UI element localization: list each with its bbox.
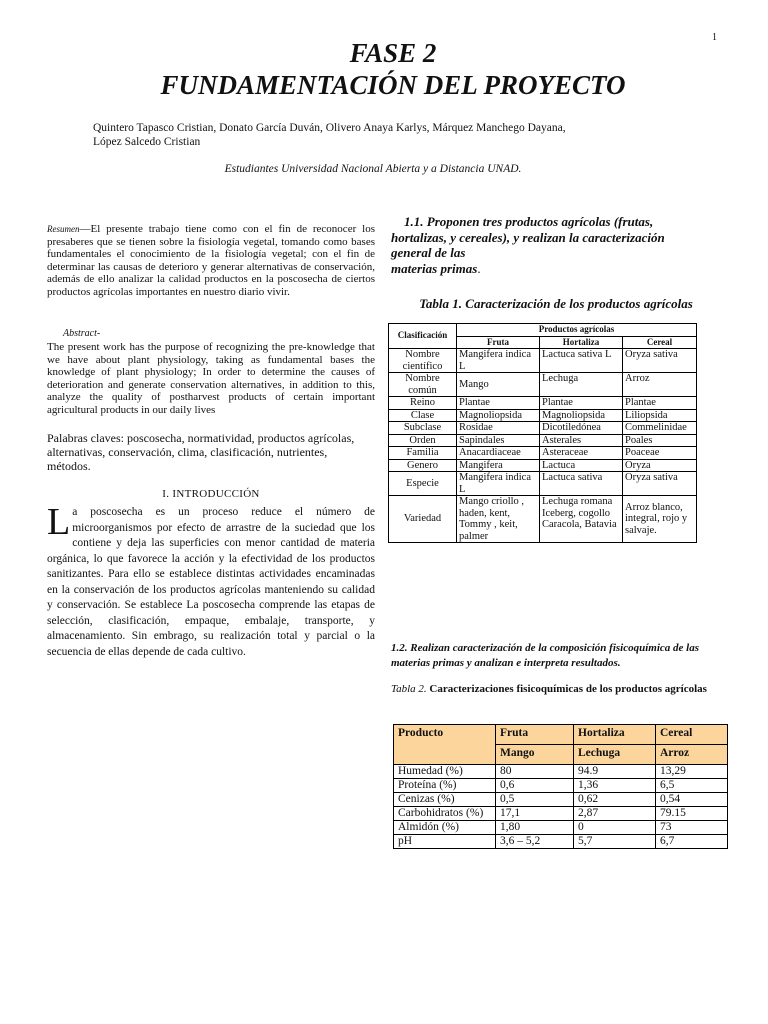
page-number: 1 [712,32,717,43]
title-phase: FASE 2 [349,38,437,68]
table1-cell: Familia [389,447,457,460]
table1-cell: Especie [389,472,457,496]
heading-1-1-line-1: 1.1. Proponen tres productos agrícolas (frutas, [404,214,654,229]
table2-cell: 6,7 [656,835,728,849]
table2-cell: 0,62 [574,793,656,807]
table1-row [389,459,697,472]
table1-cell: Asterales [540,434,623,447]
resumen-text: —El presente trabajo tiene como con el fin de reconocer los presaberes que se tienen sobre la fisiología vegetal, tomando como bases fundamentales el conocimiento de la fisiología vegetal; con el fin de determinar las causas de deterioro y generar alternativas de conservación, además de ello analizar la calidad productos en la poscosecha de ciertos productos agrícolas importantes en nuestro diario vivir. [47,223,375,298]
resumen-label: Resumen [47,224,80,234]
authors [93,121,653,149]
table2-row [394,779,728,793]
table1-header-productos: Productos agrícolas [457,324,697,337]
table2-cell: 0 [574,821,656,835]
abstract-text: The present work has the purpose of recognizing the pre-knowledge that we have about plant physiology, taking as fundamental bases the knowledge of plant physiology; In order to determine the causes of deterioration and generate conservation alternatives, in addition to this, analyze the quality of postharvest products of certain important agricultural products in our daily lives [47,341,375,416]
table1-cell: Clase [389,409,457,422]
abstract-label: Abstract- [63,328,101,339]
table1-cell: Dicotiledónea [540,422,623,435]
table1-header-cereal: Cereal [623,336,697,349]
table1-cell: Subclase [389,422,457,435]
table2-cell: 13,29 [656,765,728,779]
table1-header-hortaliza: Hortaliza [540,336,623,349]
table2-cell: 1,36 [574,779,656,793]
table1-cell: Lechuga [540,373,623,397]
table2-cell: Proteína (%) [394,779,496,793]
intro-text: a poscosecha es un proceso reduce el número de microorganismos por efecto de arrastre de la suciedad que los contiene y deja las superficies con menor cantidad de materia orgánica, lo que favorece la acción y la efectividad de los productos sanitizantes. Para ello se establece distintas actividades encaminadas en la conservación de los productos agrícolas manteniendo su calidad y conservación. Se establece La poscosecha comprende las etapas de selección, clasificación, empaque, embalaje, transporte, y almacenamiento. Sin embrago, su realización total y parcial o la secuencia de ellas depende de cada cultivo. [47,506,375,658]
table1-cell: Mangifera [457,459,540,472]
table2-cell: 5,7 [574,835,656,849]
table2-row [394,821,728,835]
table2 [393,724,728,849]
table2-cell: 3,6 – 5,2 [496,835,574,849]
table2-caption [391,683,731,696]
table1-cell: Asteraceae [540,447,623,460]
table2-cell: 2,87 [574,807,656,821]
table2-cell: 94.9 [574,765,656,779]
table2-row [394,807,728,821]
table2-cell: 1,80 [496,821,574,835]
table1-row [389,496,697,543]
table1-row [389,447,697,460]
heading-1-2: 1.2. Realizan caracterización de la composición fisicoquímica de las materias primas y analizan e interpreta resultados. [391,642,699,669]
heading-1-1-dot: . [477,260,481,276]
table1-cell: Lechuga romana Iceberg, cogollo Caracola, Batavia [540,496,623,543]
keywords: Palabras claves: poscosecha, normatividad, productos agrícolas, alternativas, conservación, clima, clasificación, nutrientes, métodos. [47,431,355,473]
table1-row [389,397,697,410]
table1-row [389,409,697,422]
intro-dropcap: L [47,501,71,543]
table1-cell: Nombre científico [389,349,457,373]
table2-cell: 79.15 [656,807,728,821]
table1-cell: Oryza sativa [623,349,697,373]
table1-row [389,434,697,447]
table1-row [389,472,697,496]
table1-row [389,373,697,397]
table1-header-fruta: Fruta [457,336,540,349]
table2-cell: pH [394,835,496,849]
table2-cell: 0,5 [496,793,574,807]
table1-cell: Variedad [389,496,457,543]
table1-cell: Genero [389,459,457,472]
table1-cell: Mangifera indica L [457,349,540,373]
table1 [388,323,697,543]
table1-cell: Sapindales [457,434,540,447]
resumen-paragraph [47,223,375,298]
table1-cell: Poaceae [623,447,697,460]
table1-cell: Arroz blanco, integral, rojo y salvaje. [623,496,697,543]
table1-cell: Liliopsida [623,409,697,422]
table2-header-hortaliza: Hortaliza [574,725,656,745]
table1-cell: Orden [389,434,457,447]
table1-cell: Plantae [540,397,623,410]
table1-cell: Commelinidae [623,422,697,435]
heading-1-1-line-4: materias primas [391,260,478,276]
affiliation: Estudiantes Universidad Nacional Abierta y a Distancia UNAD. [224,163,522,175]
introduction-paragraph [47,501,375,660]
table1-cell: Magnoliopsida [457,409,540,422]
table2-header-arroz: Arroz [656,745,728,765]
table2-row [394,793,728,807]
table2-row [394,765,728,779]
table2-cell: 17,1 [496,807,574,821]
section-heading-introduction: I. INTRODUCCIÓN [162,488,260,500]
table1-cell: Rosidae [457,422,540,435]
table1-caption: Tabla 1. Caracterización de los productos agrícolas [419,296,693,311]
table1-header-clasificacion: Clasificación [389,324,457,349]
table2-header-mango: Mango [496,745,574,765]
title-main: FUNDAMENTACIÓN DEL PROYECTO [160,70,626,100]
authors-line-2: López Salcedo Cristian [93,136,201,148]
table2-cell: 73 [656,821,728,835]
table1-cell: Mango [457,373,540,397]
table2-cell: 0,6 [496,779,574,793]
table1-cell: Lactuca sativa [540,472,623,496]
table2-cell: 80 [496,765,574,779]
table1-cell: Magnoliopsida [540,409,623,422]
table2-cell: 6,5 [656,779,728,793]
table2-header-lechuga: Lechuga [574,745,656,765]
heading-1-1 [391,214,721,276]
table2-header-fruta: Fruta [496,725,574,745]
table1-row [389,349,697,373]
table2-cell: 0,54 [656,793,728,807]
table1-cell: Lactuca sativa L [540,349,623,373]
table1-row [389,422,697,435]
table2-cell: Carbohidratos (%) [394,807,496,821]
table1-cell: Plantae [623,397,697,410]
table1-cell: Lactuca [540,459,623,472]
table2-caption-label: Tabla 2. [391,683,427,695]
table1-cell: Oryza sativa [623,472,697,496]
authors-line-1: Quintero Tapasco Cristian, Donato García Duván, Olivero Anaya Karlys, Márquez Manchego Dayana, [93,122,566,134]
table1-cell: Arroz [623,373,697,397]
heading-1-1-line-2: hortalizas, y cereales), y realizan la caracterización [391,229,665,245]
table2-cell: Humedad (%) [394,765,496,779]
table2-header-producto: Producto [394,725,496,765]
table2-row [394,835,728,849]
table1-cell: Nombre común [389,373,457,397]
table1-cell: Plantae [457,397,540,410]
table2-caption-text: Caracterizaciones fisicoquímicas de los productos agrícolas [426,683,707,695]
table1-cell: Anacardiaceae [457,447,540,460]
table1-cell: Oryza [623,459,697,472]
table2-header-cereal: Cereal [656,725,728,745]
table2-cell: Cenizas (%) [394,793,496,807]
heading-1-1-line-3: general de las [391,245,466,260]
table1-cell: Poales [623,434,697,447]
table1-cell: Reino [389,397,457,410]
table2-cell: Almidón (%) [394,821,496,835]
table1-cell: Mangifera indica L [457,472,540,496]
table1-cell: Mango criollo , haden, kent, Tommy , keit, palmer [457,496,540,543]
